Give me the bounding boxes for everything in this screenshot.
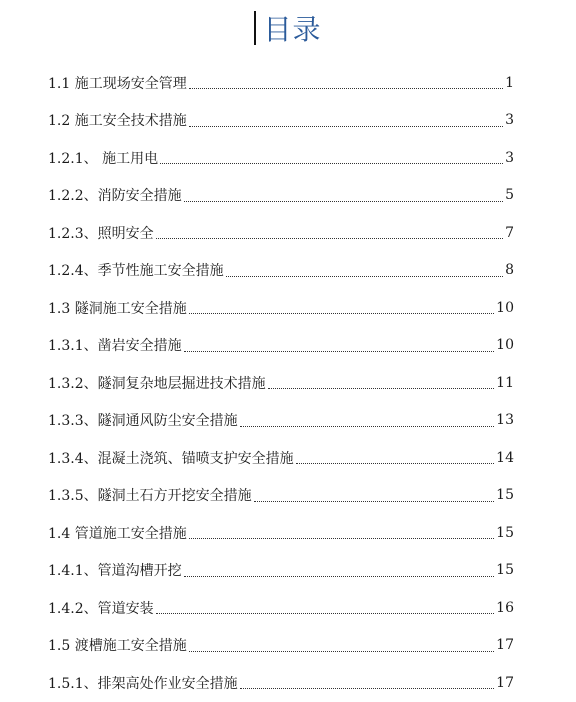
dot-leader (156, 613, 495, 614)
toc-page-number: 5 (505, 187, 514, 204)
toc-entry-label: 1.3.4、混凝土浇筑、锚喷支护安全措施 (48, 450, 294, 467)
toc-page-number: 16 (496, 599, 514, 616)
toc-page-number: 14 (496, 449, 514, 466)
text-cursor (254, 11, 256, 45)
toc-page-number: 3 (505, 112, 514, 129)
dot-leader (240, 688, 495, 689)
toc-page-number: 15 (496, 487, 514, 504)
toc-entry[interactable] (48, 664, 514, 702)
toc-entry[interactable] (48, 552, 514, 590)
dot-leader (189, 538, 494, 539)
toc-entry-label: 1.4.1、管道沟槽开挖 (48, 563, 182, 580)
dot-leader (226, 276, 503, 277)
toc-page-number: 17 (496, 637, 514, 654)
toc-page-number: 15 (496, 524, 514, 541)
table-of-contents (48, 64, 514, 702)
toc-entry[interactable] (48, 252, 514, 290)
toc-entry-label: 1.5.1、排架高处作业安全措施 (48, 675, 238, 692)
toc-entry[interactable] (48, 139, 514, 177)
dot-leader (189, 88, 503, 89)
toc-page-number: 8 (505, 262, 514, 279)
page-title: 目录 (263, 13, 322, 46)
toc-page-number: 7 (505, 224, 514, 241)
toc-entry[interactable] (48, 102, 514, 140)
toc-entry-label: 1.1 施工现场安全管理 (48, 75, 187, 92)
toc-entry[interactable] (48, 477, 514, 515)
dot-leader (268, 388, 495, 389)
toc-page-number: 10 (496, 299, 514, 316)
dot-leader (240, 426, 495, 427)
toc-entry-label: 1.2 施工安全技术措施 (48, 113, 187, 130)
toc-entry-label: 1.3.5、隧洞土石方开挖安全措施 (48, 488, 252, 505)
dot-leader (160, 163, 503, 164)
toc-page-number: 1 (505, 74, 514, 91)
toc-entry[interactable] (48, 364, 514, 402)
toc-entry[interactable] (48, 327, 514, 365)
toc-entry[interactable] (48, 439, 514, 477)
toc-entry[interactable] (48, 177, 514, 215)
dot-leader (189, 126, 503, 127)
toc-entry[interactable] (48, 214, 514, 252)
toc-entry-label: 1.2.2、消防安全措施 (48, 188, 182, 205)
toc-page-number: 13 (496, 412, 514, 429)
toc-entry-label: 1.2.4、季节性施工安全措施 (48, 263, 224, 280)
toc-page-number: 3 (505, 149, 514, 166)
toc-entry[interactable] (48, 627, 514, 665)
toc-entry-label: 1.3.2、隧洞复杂地层掘进技术措施 (48, 375, 266, 392)
dot-leader (296, 463, 495, 464)
toc-entry-label: 1.4.2、管道安装 (48, 600, 154, 617)
toc-entry-label: 1.2.1、 施工用电 (48, 150, 159, 167)
toc-entry-label: 1.5 渡槽施工安全措施 (48, 638, 187, 655)
toc-entry-label: 1.4 管道施工安全措施 (48, 525, 187, 542)
toc-entry[interactable] (48, 289, 514, 327)
toc-entry-label: 1.3 隧洞施工安全措施 (48, 300, 187, 317)
toc-page-number: 10 (496, 337, 514, 354)
toc-entry[interactable] (48, 64, 514, 102)
title-area (0, 8, 576, 48)
dot-leader (189, 313, 494, 314)
toc-entry-label: 1.3.1、凿岩安全措施 (48, 338, 182, 355)
toc-entry[interactable] (48, 402, 514, 440)
dot-leader (184, 576, 495, 577)
dot-leader (156, 238, 503, 239)
toc-entry-label: 1.3.3、隧洞通风防尘安全措施 (48, 413, 238, 430)
toc-entry-label: 1.2.3、照明安全 (48, 225, 154, 242)
toc-page-number: 17 (496, 674, 514, 691)
toc-entry[interactable] (48, 589, 514, 627)
toc-page-number: 11 (496, 374, 514, 391)
dot-leader (189, 651, 494, 652)
toc-page-number: 15 (496, 562, 514, 579)
dot-leader (254, 501, 495, 502)
dot-leader (184, 351, 495, 352)
dot-leader (184, 201, 503, 202)
toc-entry[interactable] (48, 514, 514, 552)
